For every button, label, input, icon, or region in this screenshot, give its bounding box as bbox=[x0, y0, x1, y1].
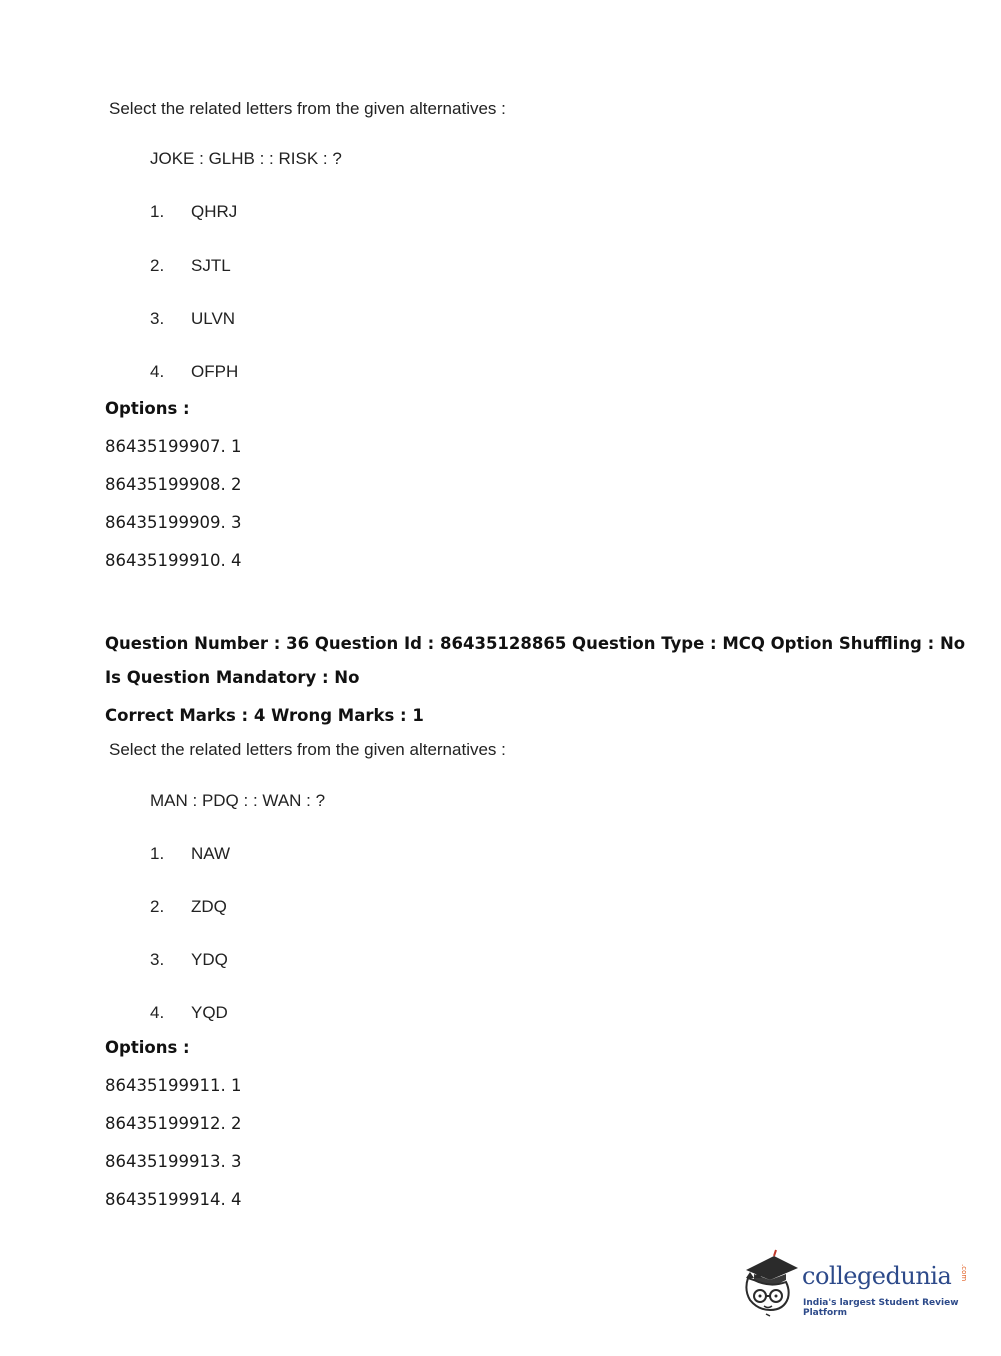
question-expression: MAN : PDQ : : WAN : ? bbox=[150, 791, 326, 810]
question-marks: Correct Marks : 4 Wrong Marks : 1 bbox=[105, 706, 424, 725]
logo-tagline: India's largest Student Review Platform bbox=[803, 1298, 959, 1318]
choice-text: QHRJ bbox=[191, 202, 238, 221]
question-prompt: Select the related letters from the given alternatives : bbox=[109, 99, 506, 118]
choice-number: 1. bbox=[150, 202, 165, 221]
options-label: Options : bbox=[105, 1038, 190, 1057]
collegedunia-logo bbox=[740, 1248, 970, 1318]
student-mascot-icon bbox=[740, 1248, 800, 1318]
logo-wordmark: collegedunia bbox=[802, 1262, 952, 1290]
option-id-line: 86435199908. 2 bbox=[105, 475, 242, 494]
choice-number: 2. bbox=[150, 897, 165, 916]
choice-text: ULVN bbox=[191, 309, 236, 328]
option-id-line: 86435199909. 3 bbox=[105, 513, 242, 532]
question-expression: JOKE : GLHB : : RISK : ? bbox=[150, 149, 342, 168]
choice-text: ZDQ bbox=[191, 897, 227, 916]
option-id-line: 86435199911. 1 bbox=[105, 1076, 242, 1095]
choice-text: YDQ bbox=[191, 950, 228, 969]
option-id-line: 86435199912. 2 bbox=[105, 1114, 242, 1133]
option-id-line: 86435199907. 1 bbox=[105, 437, 242, 456]
logo-dotcom: .com bbox=[960, 1264, 968, 1282]
choice-text: SJTL bbox=[191, 256, 231, 275]
option-id-line: 86435199910. 4 bbox=[105, 551, 242, 570]
question-mandatory: Is Question Mandatory : No bbox=[105, 668, 360, 687]
choice-number: 4. bbox=[150, 1003, 165, 1022]
choice-text: YQD bbox=[191, 1003, 228, 1022]
choice-number: 3. bbox=[150, 950, 165, 969]
question-header: Question Number : 36 Question Id : 86435128865 Question Type : MCQ Option Shuffling : No bbox=[105, 634, 966, 653]
option-id-line: 86435199913. 3 bbox=[105, 1152, 242, 1171]
choice-number: 2. bbox=[150, 256, 165, 275]
choice-number: 4. bbox=[150, 362, 165, 381]
choice-text: OFPH bbox=[191, 362, 239, 381]
choice-number: 1. bbox=[150, 844, 165, 863]
question-prompt: Select the related letters from the given alternatives : bbox=[109, 740, 506, 759]
choice-number: 3. bbox=[150, 309, 165, 328]
choice-text: NAW bbox=[191, 844, 231, 863]
options-label: Options : bbox=[105, 399, 190, 418]
option-id-line: 86435199914. 4 bbox=[105, 1190, 242, 1209]
